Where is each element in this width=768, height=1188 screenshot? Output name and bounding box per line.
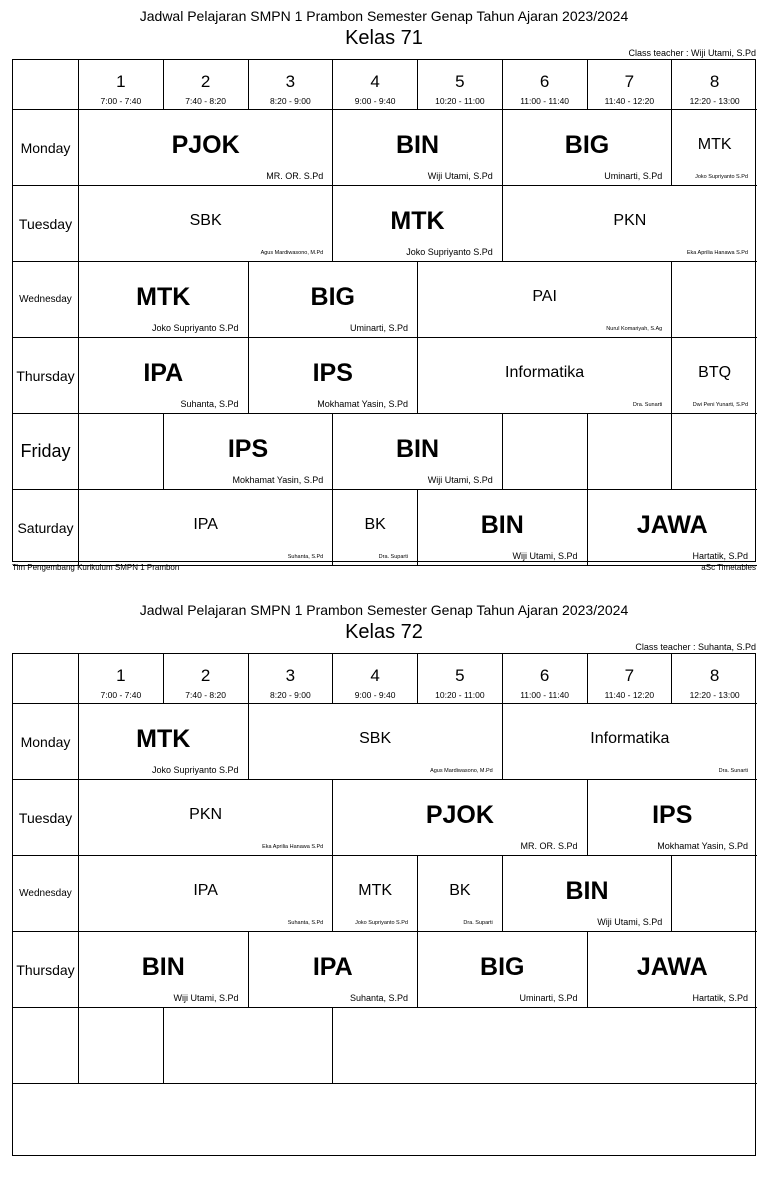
lesson-subject: PKN [613, 212, 647, 229]
empty-cell [79, 1008, 164, 1084]
period-header [249, 654, 334, 704]
lesson-cell [672, 338, 757, 414]
lesson-subject: BK [449, 882, 471, 899]
corner-cell [13, 654, 79, 704]
lesson-subject: MTK [136, 283, 191, 311]
period-header [333, 60, 418, 110]
lesson-teacher: Joko Supriyanto S.Pd [151, 765, 239, 775]
lesson-subject: BIN [395, 435, 440, 463]
lesson-subject: PJOK [425, 801, 494, 829]
lesson-teacher: Suhanta, S.Pd [287, 920, 324, 926]
lesson-subject: MTK [136, 725, 191, 753]
lesson-cell [164, 414, 334, 490]
lesson-cell [418, 856, 503, 932]
lesson-subject: BIN [565, 877, 609, 905]
period-number: 8 [709, 666, 720, 685]
lesson-subject: IPS [312, 359, 353, 387]
period-time: 10:20 - 11:00 [435, 690, 485, 700]
period-time: 7:40 - 8:20 [185, 96, 226, 106]
lesson-cell [588, 932, 758, 1008]
class-name: Kelas 71 [345, 27, 423, 49]
lesson-subject: Informatika [505, 364, 585, 381]
lesson-teacher: Joko Supriyanto S.Pd [406, 247, 493, 257]
day-label: Friday [13, 414, 79, 490]
period-header [588, 60, 673, 110]
lesson-cell [79, 110, 333, 186]
period-header [164, 60, 249, 110]
lesson-cell [79, 780, 333, 856]
lesson-cell [333, 780, 587, 856]
period-time: 9:00 - 9:40 [354, 96, 396, 106]
lesson-subject: IPA [193, 882, 218, 899]
lesson-teacher: Mokhamat Yasin, S.Pd [317, 399, 408, 409]
lesson-cell [418, 338, 672, 414]
period-header [588, 654, 673, 704]
lesson-subject: SBK [189, 212, 222, 229]
lesson-teacher: Suhanta, S.Pd [349, 993, 408, 1003]
day-label: Wednesday [13, 856, 79, 932]
lesson-teacher: Uminarti, S.Pd [349, 323, 408, 333]
period-header [672, 654, 757, 704]
period-time: 11:00 - 11:40 [520, 96, 570, 106]
empty-cell [79, 414, 164, 490]
period-time: 7:00 - 7:40 [100, 96, 142, 106]
lesson-subject: PAI [532, 288, 557, 305]
lesson-subject: BIN [395, 131, 440, 159]
lesson-subject: BIN [480, 511, 524, 539]
timetable-grid [12, 59, 756, 562]
lesson-subject: Informatika [590, 730, 670, 747]
period-number: 1 [116, 72, 126, 91]
empty-cell [164, 1008, 334, 1084]
lesson-subject: BIG [480, 953, 525, 981]
lesson-cell [333, 490, 418, 566]
period-time: 9:00 - 9:40 [354, 690, 396, 700]
period-number: 6 [539, 72, 550, 91]
period-time: 7:00 - 7:40 [100, 690, 142, 700]
corner-cell [13, 60, 79, 110]
lesson-cell [249, 932, 419, 1008]
period-number: 7 [624, 72, 635, 91]
day-label: Monday [13, 110, 79, 186]
lesson-teacher: Mokhamat Yasin, S.Pd [657, 841, 748, 851]
lesson-subject: BTQ [698, 364, 732, 381]
empty-cell [333, 1008, 757, 1084]
lesson-teacher: Suhanta, S.Pd [180, 399, 239, 409]
lesson-subject: SBK [359, 730, 392, 747]
lesson-subject: IPA [143, 359, 184, 387]
period-header [418, 654, 503, 704]
lesson-teacher: Joko Supriyanto S.Pd [355, 920, 408, 926]
period-time: 12:20 - 13:00 [689, 96, 740, 106]
lesson-cell [672, 110, 757, 186]
period-number: 2 [200, 666, 211, 685]
lesson-cell [249, 262, 419, 338]
lesson-teacher: Eka Aprilia Hanawa S.Pd [262, 844, 324, 850]
lesson-teacher: Wiji Utami, S.Pd [427, 475, 493, 485]
period-number: 3 [285, 72, 296, 91]
footer-credit: Tim Pengembang Kurikulum SMPN 1 Prambon [12, 563, 180, 572]
period-time: 11:00 - 11:40 [520, 690, 570, 700]
timetable-grid [12, 653, 756, 1156]
period-header [79, 60, 164, 110]
lesson-cell [333, 110, 503, 186]
lesson-teacher: Suhanta, S.Pd [287, 554, 324, 560]
lesson-teacher: Uminarti, S.Pd [604, 171, 663, 181]
period-time: 10:20 - 11:00 [435, 96, 485, 106]
day-label: Wednesday [13, 262, 79, 338]
lesson-teacher: Dra. Suparti [463, 920, 493, 926]
lesson-teacher: Joko Supriyanto S.Pd [695, 174, 748, 180]
lesson-subject: PKN [189, 806, 223, 823]
lesson-teacher: Uminarti, S.Pd [519, 993, 578, 1003]
day-label: Monday [13, 704, 79, 780]
lesson-teacher: Nurul Komariyah, S.Ag [606, 326, 663, 332]
period-number: 7 [624, 666, 635, 685]
lesson-cell [418, 262, 672, 338]
period-number: 2 [200, 72, 211, 91]
lesson-subject: MTK [390, 207, 445, 235]
lesson-subject: IPA [193, 516, 218, 533]
day-label: Tuesday [13, 186, 79, 262]
period-header [333, 654, 418, 704]
lesson-cell [249, 704, 503, 780]
lesson-teacher: Agus Mardiwasono, M.Pd [260, 250, 324, 256]
period-header [503, 654, 588, 704]
lesson-subject: JAWA [636, 511, 708, 539]
period-number: 1 [116, 666, 126, 685]
empty-cell [672, 414, 757, 490]
lesson-cell [503, 704, 757, 780]
period-header [503, 60, 588, 110]
class-teacher: Class teacher : Suhanta, S.Pd [635, 642, 756, 652]
lesson-teacher: Agus Mardiwasono, M.Pd [430, 768, 493, 774]
lesson-teacher: Wiji Utami, S.Pd [597, 917, 663, 927]
period-number: 4 [370, 72, 380, 91]
day-label: Thursday [13, 932, 79, 1008]
lesson-subject: MTK [358, 882, 393, 899]
lesson-cell [79, 338, 249, 414]
lesson-cell [79, 490, 333, 566]
lesson-cell [503, 110, 673, 186]
day-label: Tuesday [13, 780, 79, 856]
lesson-teacher: Mokhamat Yasin, S.Pd [232, 475, 324, 485]
period-number: 4 [370, 666, 380, 685]
empty-cell [672, 262, 757, 338]
timetable-title: Jadwal Pelajaran SMPN 1 Prambon Semester Genap Tahun Ajaran 2023/2024 [139, 8, 629, 24]
period-time: 7:40 - 8:20 [185, 690, 226, 700]
lesson-teacher: MR. OR. S.Pd [266, 171, 324, 181]
period-number: 5 [455, 72, 465, 91]
lesson-cell [418, 932, 588, 1008]
lesson-subject: IPA [312, 953, 353, 981]
lesson-subject: BIN [141, 953, 185, 981]
lesson-subject: IPS [227, 435, 269, 463]
period-number: 5 [455, 666, 465, 685]
period-time: 11:40 - 12:20 [604, 690, 655, 700]
lesson-teacher: MR. OR. S.Pd [520, 841, 578, 851]
period-header [164, 654, 249, 704]
lesson-cell [79, 856, 333, 932]
period-header [418, 60, 503, 110]
lesson-subject: JAWA [636, 953, 708, 981]
empty-cell [672, 856, 757, 932]
lesson-cell [333, 414, 503, 490]
footer-software: aSc Timetables [701, 563, 756, 572]
lesson-teacher: Dra. Sunarti [632, 402, 663, 408]
lesson-subject: MTK [697, 136, 732, 153]
lesson-cell [503, 186, 757, 262]
day-label: Saturday [13, 490, 79, 566]
day-label: Thursday [13, 338, 79, 414]
lesson-subject: IPS [652, 801, 693, 829]
lesson-cell [79, 704, 249, 780]
period-header [79, 654, 164, 704]
lesson-cell [333, 856, 418, 932]
lesson-cell [249, 338, 419, 414]
lesson-teacher: Dwi Peni Yunarti, S.Pd [692, 402, 748, 408]
period-number: 6 [539, 666, 550, 685]
period-number: 8 [709, 72, 720, 91]
lesson-teacher: Eka Aprilia Hanawa S.Pd [686, 250, 748, 256]
lesson-teacher: Hartatik, S.Pd [692, 551, 748, 561]
lesson-teacher: Dra. Sunarti [718, 768, 748, 774]
lesson-cell [588, 490, 758, 566]
lesson-teacher: Wiji Utami, S.Pd [173, 993, 239, 1003]
period-time: 12:20 - 13:00 [689, 690, 740, 700]
lesson-cell [79, 186, 333, 262]
period-number: 3 [285, 666, 296, 685]
lesson-teacher: Wiji Utami, S.Pd [427, 171, 493, 181]
lesson-cell [333, 186, 503, 262]
lesson-teacher: Dra. Suparti [378, 554, 408, 560]
lesson-teacher: Wiji Utami, S.Pd [512, 551, 578, 561]
period-time: 8:20 - 9:00 [270, 690, 311, 700]
lesson-subject: BK [364, 516, 386, 533]
timetable [0, 594, 768, 1188]
timetable-title: Jadwal Pelajaran SMPN 1 Prambon Semester Genap Tahun Ajaran 2023/2024 [139, 602, 629, 618]
period-time: 8:20 - 9:00 [270, 96, 311, 106]
empty-cell [503, 414, 588, 490]
lesson-cell [588, 780, 758, 856]
lesson-subject: PJOK [171, 131, 240, 159]
lesson-subject: BIG [310, 283, 355, 311]
period-header [249, 60, 334, 110]
lesson-teacher: Joko Supriyanto S.Pd [151, 323, 239, 333]
period-header [672, 60, 757, 110]
lesson-cell [418, 490, 588, 566]
class-teacher: Class teacher : Wiji Utami, S.Pd [628, 48, 756, 58]
class-name: Kelas 72 [345, 621, 423, 643]
lesson-cell [503, 856, 673, 932]
day-label [13, 1008, 79, 1084]
lesson-cell [79, 932, 249, 1008]
lesson-teacher: Hartatik, S.Pd [692, 993, 748, 1003]
lesson-cell [79, 262, 249, 338]
empty-cell [588, 414, 673, 490]
lesson-subject: BIG [564, 131, 610, 159]
period-time: 11:40 - 12:20 [604, 96, 655, 106]
